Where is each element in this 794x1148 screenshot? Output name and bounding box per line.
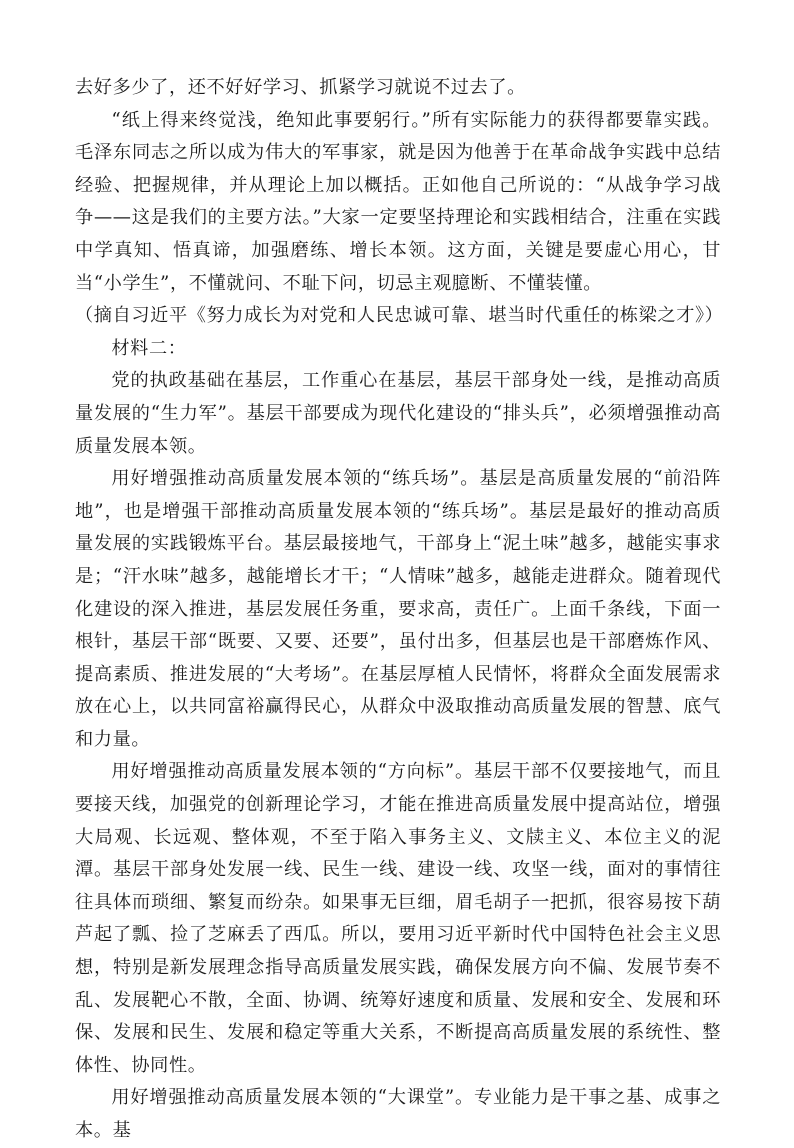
paragraph-continued: 去好多少了，还不好好学习、抓紧学习就说不过去了。: [75, 77, 526, 98]
paragraph-practice: “纸上得来终觉浅，绝知此事要躬行。”所有实际能力的获得都要靠实践。毛泽东同志之所以成为伟大的军事家，就是因为他善于在革命战争实践中总结经验、把握规律，并从理论上加以概括。正如他自己所说的：“从战争学习战争——这是我们的主要方法。”大家一定要坚持理论和实践相结合，注重在实践中学真知、悟真谛，加强磨练、增长本领。这方面，关键是要虚心用心，甘当“小学生”，不懂就问、不耻下问，切忌主观臆断、不懂装懂。: [75, 109, 721, 294]
paragraph-grassroots: 党的执政基础在基层，工作重心在基层，基层干部身处一线，是推动高质量发展的“生力军”。基层干部要成为现代化建设的“排头兵”，必须增强推动高质量发展本领。: [75, 370, 721, 457]
source-citation: （摘自习近平《努力成长为对党和人民忠诚可靠、堪当时代重任的栋梁之才》）: [75, 305, 724, 327]
paragraph-direction: 用好增强推动高质量发展本领的“方向标”。基层干部不仅要接地气，而且要接天线，加强党的创新理论学习，才能在推进高质量发展中提高站位，增强大局观、长远观、整体观，不至于陷入事务主义、文牍主义、本位主义的泥潭。基层干部身处发展一线、民生一线、建设一线、攻坚一线，面对的事情往往具体而琐细、繁复而纷杂。如果事无巨细，眉毛胡子一把抓，很容易按下葫芦起了瓢、捡了芝麻丢了西瓜。所以，要用习近平新时代中国特色社会主义思想，特别是新发展理念指导高质量发展实践，确保发展方向不偏、发展节奏不乱、发展靶心不散，全面、协调、统筹好速度和质量、发展和安全、发展和环保、发展和民生、发展和稳定等重大关系，不断提高高质量发展的系统性、整体性、协同性。: [75, 761, 721, 1076]
paragraph-training-ground: 用好增强推动高质量发展本领的“练兵场”。基层是高质量发展的“前沿阵地”，也是增强干部推动高质量发展本领的“练兵场”。基层是最好的推动高质量发展的实践锻炼平台。基层最接地气，干部身上“泥土味”越多，越能实事求是；“汗水味”越多，越能增长才干；“人情味”越多，越能走进群众。随着现代化建设的深入推进，基层发展任务重，要求高，责任广。上面千条线，下面一根针，基层干部“既要、又要、还要”，虽付出多，但基层也是干部磨炼作风、提高素质、推进发展的“大考场”。在基层厚植人民情怀，将群众全面发展需求放在心上，以共同富裕赢得民心，从群众中汲取推动高质量发展的智慧、底气和力量。: [75, 468, 721, 750]
section-heading-material-two: 材料二：: [111, 337, 187, 359]
paragraph-classroom: 用好增强推动高质量发展本领的“大课堂”。专业能力是干事之基、成事之本。基: [75, 1087, 721, 1141]
body-text: [75, 72, 724, 1148]
